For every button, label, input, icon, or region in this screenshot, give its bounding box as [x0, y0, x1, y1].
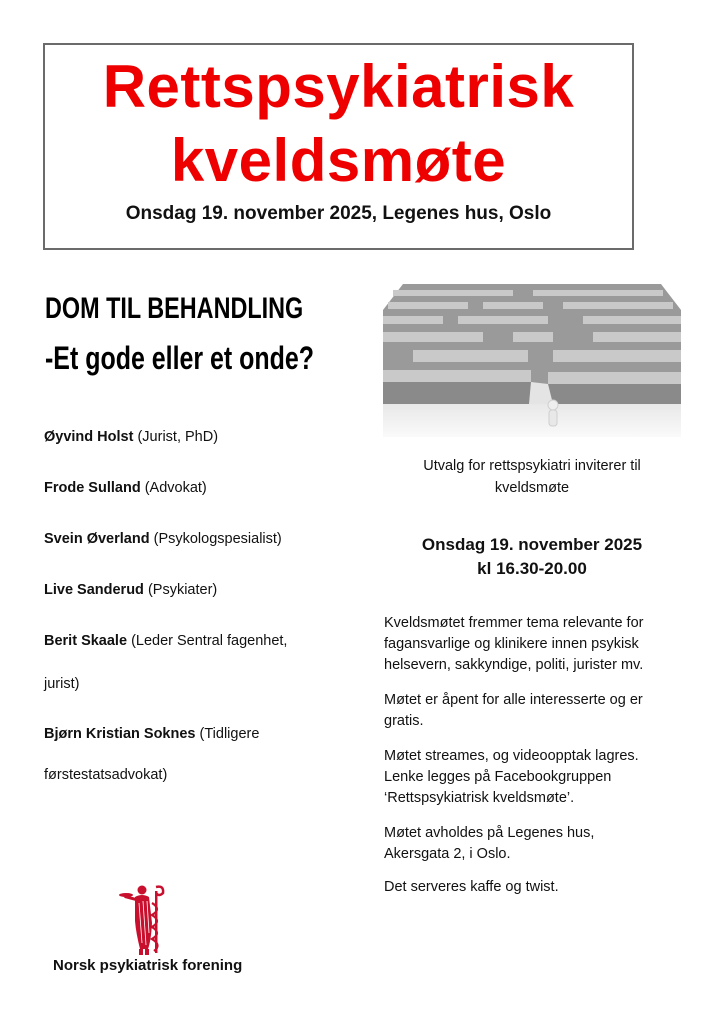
speaker-item: [44, 582, 217, 598]
organization-name: Norsk psykiatrisk forening: [53, 957, 243, 974]
speaker-name: Svein Øverland: [44, 531, 150, 547]
asclepius-figure-icon: [118, 883, 170, 957]
speaker-role: (Psykologspesialist): [153, 531, 282, 547]
maze-icon: [383, 280, 681, 437]
speaker-name: Bjørn Kristian Soknes: [44, 726, 196, 742]
paragraph-line: Møtet er åpent for alle interesserte og er: [384, 692, 643, 708]
maze-illustration: [383, 280, 681, 437]
title-box: [43, 43, 634, 250]
event-time: kl 16.30-20.00: [477, 559, 587, 578]
paragraph-line: ‘Rettspsykiatrisk kveldsmøte’.: [384, 790, 575, 806]
paragraph-line: Det serveres kaffe og twist.: [384, 879, 559, 895]
paragraph-line: Lenke legges på Facebookgruppen: [384, 769, 612, 785]
paragraph-line: Kveldsmøtet fremmer tema relevante for: [384, 615, 644, 631]
info-paragraph: [384, 613, 684, 676]
speaker-role-continued: jurist): [44, 676, 80, 692]
invitation-line: kveldsmøte: [494, 480, 570, 496]
event-datetime: [383, 533, 681, 581]
event-subtitle: Onsdag 19. november 2025, Legenes hus, Oslo: [125, 203, 552, 224]
speaker-item: [44, 531, 282, 547]
speaker-item: [44, 633, 287, 649]
speaker-role: (Psykiater): [147, 582, 218, 598]
speaker-name: Frode Sulland: [44, 480, 141, 496]
speaker-item: [44, 480, 207, 496]
speaker-role: (Jurist, PhD): [137, 429, 219, 445]
paragraph-line: helsevern, sakkyndige, politi, jurister mv.: [384, 657, 644, 673]
event-date: Onsdag 19. november 2025: [421, 535, 643, 554]
paragraph-line: Akersgata 2, i Oslo.: [384, 846, 511, 862]
topic-subheading: -Et gode eller et onde?: [45, 340, 315, 376]
speaker-item: [44, 726, 259, 742]
speaker-role: (Tidligere: [199, 726, 260, 742]
speaker-item: [44, 429, 218, 445]
speaker-name: Øyvind Holst: [44, 429, 134, 445]
event-title-line2: kveldsmøte: [170, 127, 507, 194]
info-paragraph: [384, 746, 684, 809]
speaker-name: Live Sanderud: [44, 582, 144, 598]
paragraph-line: Møtet avholdes på Legenes hus,: [384, 825, 595, 841]
paragraph-line: Møtet streames, og videoopptak lagres.: [384, 748, 639, 764]
paragraph-line: gratis.: [384, 713, 424, 729]
event-title-line1: Rettspsykiatrisk: [102, 53, 575, 120]
speaker-role-continued: førstestatsadvokat): [44, 767, 168, 783]
invitation-text: [383, 455, 681, 499]
speaker-role: (Advokat): [144, 480, 207, 496]
invitation-line: Utvalg for rettspsykiatri inviterer til: [423, 458, 641, 474]
topic-heading: DOM TIL BEHANDLING: [45, 292, 304, 325]
info-paragraph: [384, 823, 684, 865]
info-paragraph: [384, 690, 684, 732]
info-paragraph: [384, 877, 684, 898]
speaker-role: (Leder Sentral fagenhet,: [131, 633, 288, 649]
speaker-name: Berit Skaale: [44, 633, 128, 649]
paragraph-line: fagansvarlige og klinikere innen psykisk: [384, 636, 639, 652]
